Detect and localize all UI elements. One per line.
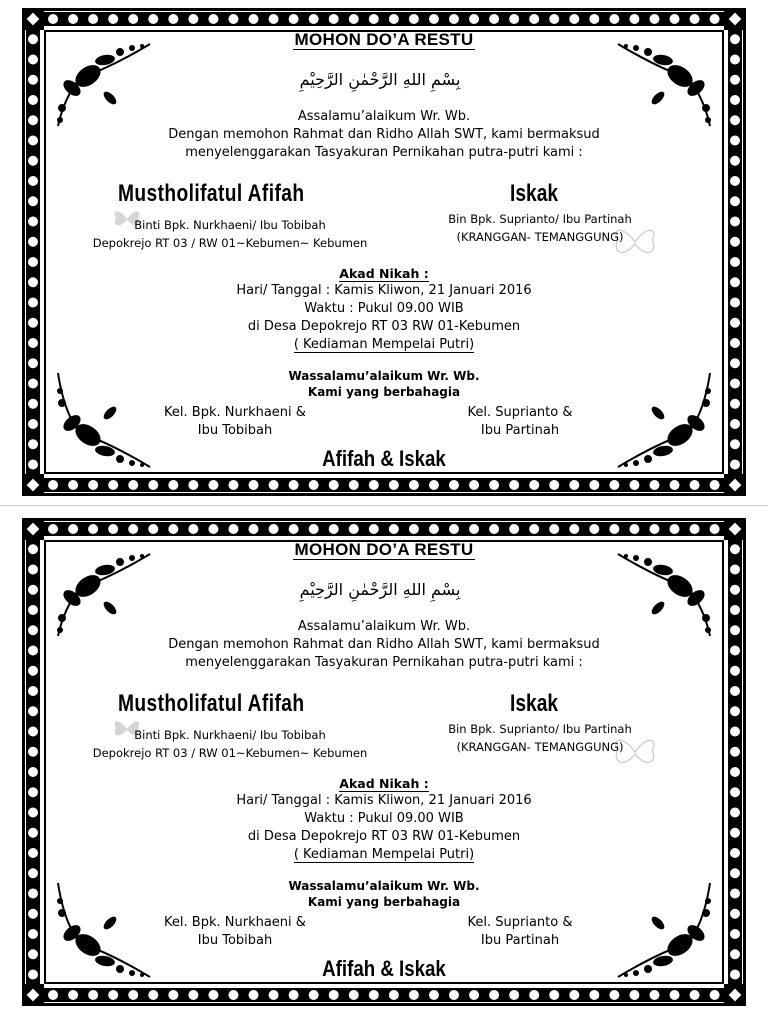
family-right-line-1: Kel. Suprianto &	[467, 915, 573, 930]
family-left-line-2: Ibu Tobibah	[197, 933, 273, 948]
corner-ornament-icon	[22, 984, 44, 1006]
closing-text	[0, 368, 768, 400]
opening-text	[0, 618, 768, 672]
card-title: MOHON DO’A RESTU	[294, 540, 474, 559]
family-right-line-2: Ibu Partinah	[480, 423, 560, 438]
greeting: Assalamu’alaikum Wr. Wb.	[297, 619, 471, 634]
closing-greeting: Wassalamu’alaikum Wr. Wb.	[288, 369, 480, 383]
akad-place: di Desa Depokrejo RT 03 RW 01-Kebumen	[247, 319, 521, 334]
corner-ornament-icon	[22, 8, 44, 30]
akad-location-note: ( Kediaman Mempelai Putri)	[293, 847, 475, 862]
corner-ornament-icon	[22, 518, 44, 540]
groom-name: Iskak	[510, 180, 559, 207]
intro-line-1: Dengan memohon Rahmat dan Ridho Allah SWT, kami bermaksud	[168, 637, 600, 652]
akad-title: Akad Nikah :	[339, 266, 429, 281]
bride-name: Mustholifatul Afifah	[118, 180, 305, 207]
corner-ornament-icon	[724, 984, 746, 1006]
happy-text: Kami yang berbahagia	[307, 385, 461, 399]
bride-info	[80, 216, 380, 252]
groom-info	[430, 210, 650, 246]
bride-address: Depokrejo RT 03 / RW 01~Kebumen~ Kebumen	[92, 746, 368, 760]
corner-ornament-icon	[22, 474, 44, 496]
groom-name: Iskak	[510, 690, 559, 717]
family-left	[140, 914, 330, 950]
bride-parents: Binti Bpk. Nurkhaeni/ Ibu Tobibah	[134, 218, 326, 232]
corner-ornament-icon	[724, 518, 746, 540]
card-title: MOHON DO’A RESTU	[294, 30, 474, 49]
bride-name: Mustholifatul Afifah	[118, 690, 305, 717]
groom-parents: Bin Bpk. Suprianto/ Ibu Partinah	[448, 212, 632, 226]
akad-details	[0, 792, 768, 864]
akad-title: Akad Nikah :	[339, 776, 429, 791]
akad-details	[0, 282, 768, 354]
couple-names: Afifah & Iskak	[322, 446, 446, 471]
akad-place: di Desa Depokrejo RT 03 RW 01-Kebumen	[247, 829, 521, 844]
family-right-line-2: Ibu Partinah	[480, 933, 560, 948]
akad-time: Waktu : Pukul 09.00 WIB	[304, 301, 464, 316]
happy-text: Kami yang berbahagia	[307, 895, 461, 909]
couple-names: Afifah & Iskak	[322, 956, 446, 981]
family-left-line-1: Kel. Bpk. Nurkhaeni &	[164, 405, 306, 420]
closing-text	[0, 878, 768, 910]
intro-line-1: Dengan memohon Rahmat dan Ridho Allah SWT, kami bermaksud	[168, 127, 600, 142]
bismillah-calligraphy: بِسْمِ اللهِ الرَّحْمٰنِ الرَّحِيْمِ	[299, 70, 461, 89]
invitation-card-1	[0, 0, 768, 504]
invitation-card-2	[0, 510, 768, 1014]
akad-date: Hari/ Tanggal : Kamis Kliwon, 21 Januari 2016	[236, 283, 532, 298]
intro-line-2: menyelenggarakan Tasyakuran Pernikahan putra-putri kami :	[185, 145, 583, 160]
groom-address: (KRANGGAN- TEMANGGUNG)	[456, 740, 624, 754]
corner-ornament-icon	[724, 474, 746, 496]
family-right-line-1: Kel. Suprianto &	[467, 405, 573, 420]
corner-ornament-icon	[724, 8, 746, 30]
bride-info	[80, 726, 380, 762]
intro-line-2: menyelenggarakan Tasyakuran Pernikahan putra-putri kami :	[185, 655, 583, 670]
bismillah-calligraphy: بِسْمِ اللهِ الرَّحْمٰنِ الرَّحِيْمِ	[299, 580, 461, 599]
card-separator	[0, 505, 768, 506]
family-left-line-2: Ibu Tobibah	[197, 423, 273, 438]
opening-text	[0, 108, 768, 162]
family-right	[440, 914, 600, 950]
closing-greeting: Wassalamu’alaikum Wr. Wb.	[288, 879, 480, 893]
akad-location-note: ( Kediaman Mempelai Putri)	[293, 337, 475, 352]
bride-parents: Binti Bpk. Nurkhaeni/ Ibu Tobibah	[134, 728, 326, 742]
family-right	[440, 404, 600, 440]
family-left	[140, 404, 330, 440]
groom-parents: Bin Bpk. Suprianto/ Ibu Partinah	[448, 722, 632, 736]
akad-time: Waktu : Pukul 09.00 WIB	[304, 811, 464, 826]
akad-date: Hari/ Tanggal : Kamis Kliwon, 21 Januari 2016	[236, 793, 532, 808]
groom-info	[430, 720, 650, 756]
family-left-line-1: Kel. Bpk. Nurkhaeni &	[164, 915, 306, 930]
greeting: Assalamu’alaikum Wr. Wb.	[297, 109, 471, 124]
bride-address: Depokrejo RT 03 / RW 01~Kebumen~ Kebumen	[92, 236, 368, 250]
groom-address: (KRANGGAN- TEMANGGUNG)	[456, 230, 624, 244]
